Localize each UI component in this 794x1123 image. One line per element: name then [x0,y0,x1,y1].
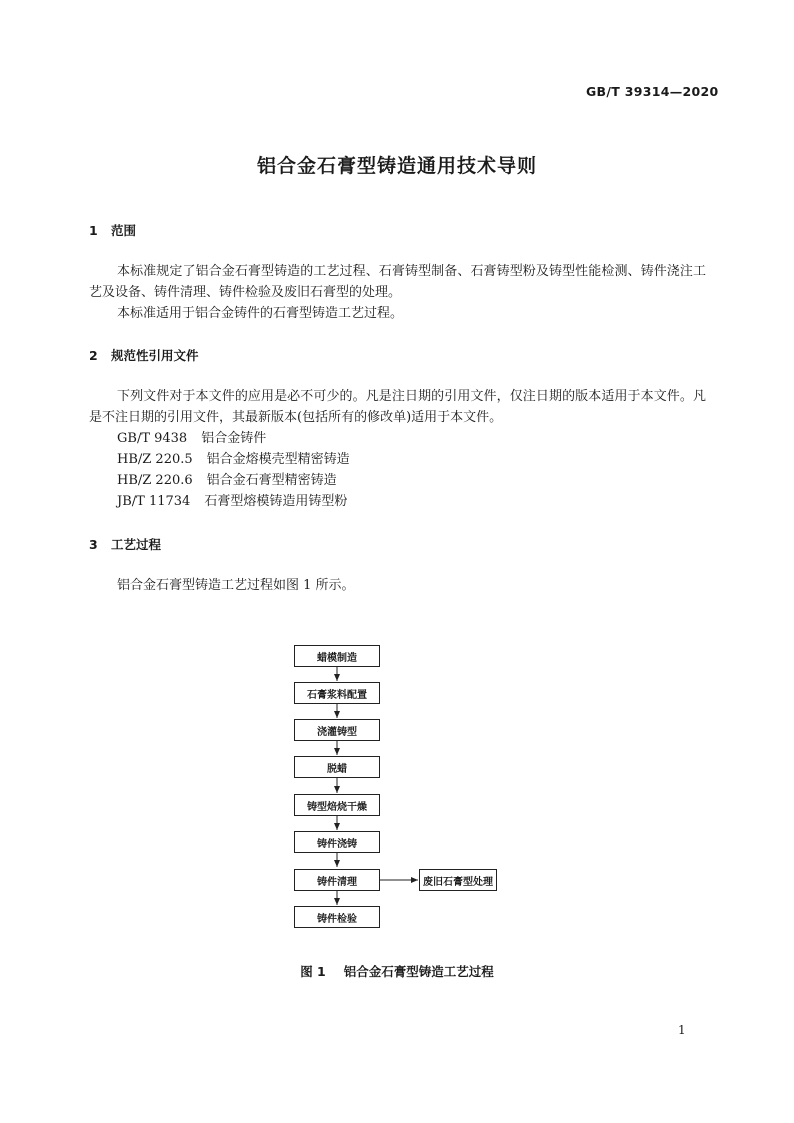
reference-title: 铝合金熔模壳型精密铸造 [206,452,350,467]
section-2-heading [89,346,199,364]
section-1-heading [89,221,136,239]
flow-step: 铸型焙烧干燥 [294,794,380,816]
reference-code: HB/Z 220.5 [117,452,193,467]
reference-item [117,449,350,470]
page-number: 1 [678,1023,686,1037]
section-number: 3 [89,537,98,552]
scope-paragraph-1: 本标准规定了铝合金石膏型铸造的工艺过程、石膏铸型制备、石膏铸型粉及铸型性能检测、铸件浇注工艺及设备、铸件清理、铸件检验及废旧石膏型的处理。 [89,264,706,300]
section-title: 规范性引用文件 [111,348,199,363]
reference-title: 铝合金铸件 [201,431,267,446]
scope-paragraph-2: 本标准适用于铝合金铸件的石膏型铸造工艺过程。 [117,306,404,321]
section-3-heading [89,535,161,553]
figure-title: 铝合金石膏型铸造工艺过程 [343,964,494,979]
flow-step: 铸件浇铸 [294,831,380,853]
flow-step: 铸件清理 [294,869,380,891]
reference-item [117,428,266,449]
reference-title: 石膏型熔模铸造用铸型粉 [204,494,348,509]
reference-code: JB/T 11734 [117,494,191,509]
figure-caption [0,962,794,980]
flow-step: 铸件检验 [294,906,380,928]
section-title: 工艺过程 [111,537,162,552]
section-title: 范围 [111,223,137,238]
reference-code: HB/Z 220.6 [117,473,193,488]
reference-item [117,491,347,512]
flow-step: 脱蜡 [294,756,380,778]
section-number: 1 [89,223,98,238]
flow-step: 浇灌铸型 [294,719,380,741]
flow-step: 蜡模制造 [294,645,380,667]
reference-title: 铝合金石膏型精密铸造 [206,473,337,488]
figure-label: 图 1 [300,964,326,979]
process-intro-paragraph: 铝合金石膏型铸造工艺过程如图 1 所示。 [117,578,355,593]
flow-side-step: 废旧石膏型处理 [419,869,497,891]
reference-code: GB/T 9438 [117,431,188,446]
standard-code: GB/T 39314—2020 [586,84,719,99]
references-intro-paragraph: 下列文件对于本文件的应用是必不可少的。凡是注日期的引用文件，仅注日期的版本适用于本文件。凡是不注日期的引用文件，其最新版本(包括所有的修改单)适用于本文件。 [89,389,706,425]
reference-item [117,470,337,491]
document-title: 铝合金石膏型铸造通用技术导则 [256,155,537,177]
flow-step: 石膏浆料配置 [294,682,380,704]
section-number: 2 [89,348,98,363]
